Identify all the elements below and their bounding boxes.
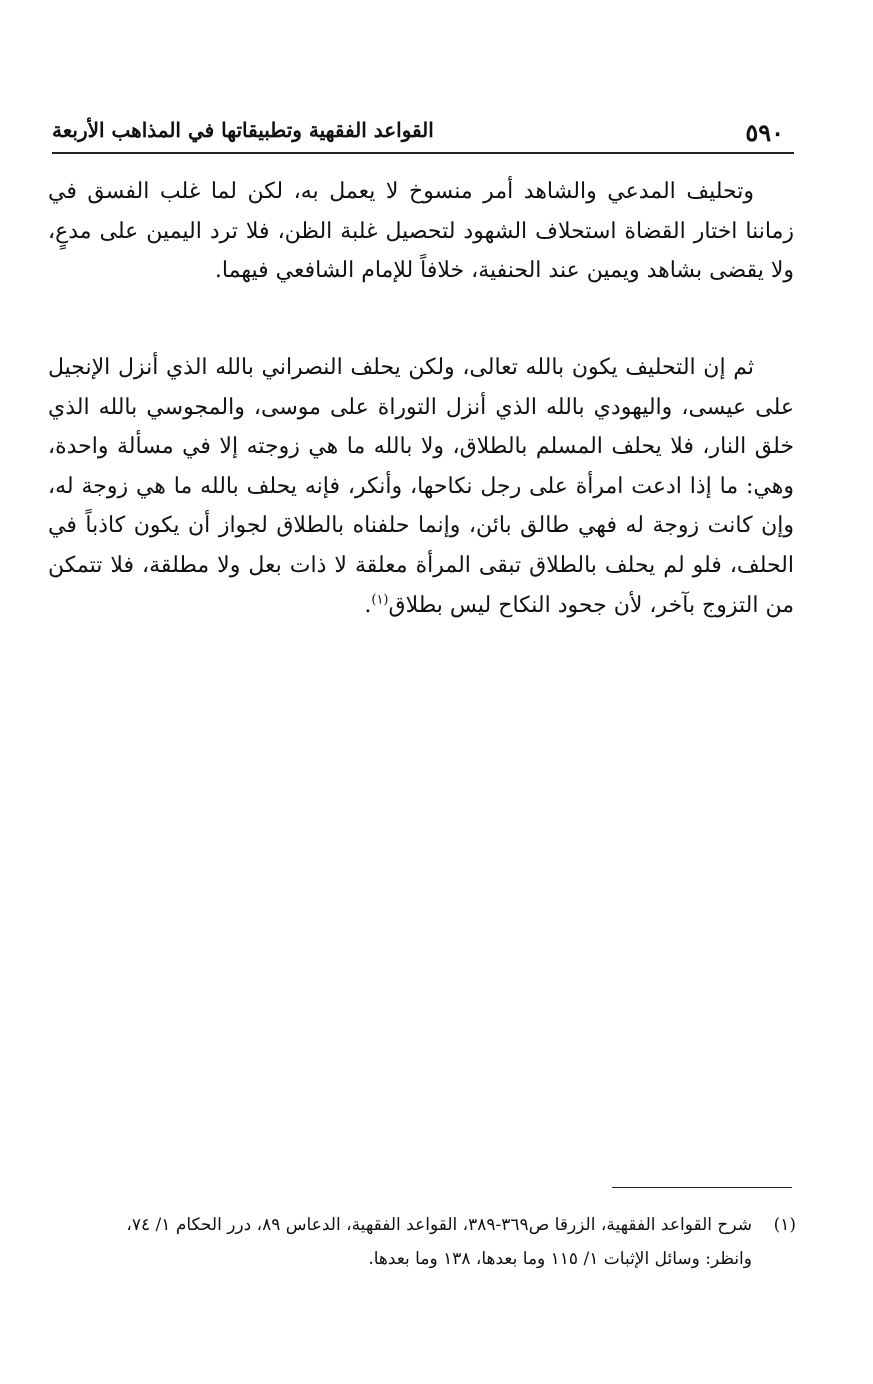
paragraph-2-end-mark: .	[364, 592, 372, 618]
page-number: ٥٩٠	[745, 118, 784, 147]
footnote-marker: (١)	[773, 1215, 796, 1235]
footnote-line-2: وانظر: وسائل الإثبات ١/ ١١٥ وما بعدها، ١٣٨ وما بعدها.	[368, 1249, 752, 1269]
footnotes-section	[44, 1208, 796, 1276]
paragraph-2-container	[48, 348, 794, 625]
paragraph-2-text: ثم إن التحليف يكون بالله تعالى، ولكن يحلف النصراني بالله الذي أنزل الإنجيل على عيسى، واليهودي بالله الذي أنزل التوراة على موسى، والمجوسي بالله الذي خلق النار، فلا يحلف المسلم بالطلاق، ولا بالله ما هي زوجته إلا في مسألة واحدة، وهي: ما إذا ادعت امرأة على رجل نكاحها، وأنكر، فإنه يحلف بالله ما هي زوجة له، وإن كانت زوجة له فهي طالق بائن، وإنما حلفناه بالطلاق لجواز أن يكون كاذباً في الحلف، فلو لم يحلف بالطلاق تبقى المرأة معلقة لا ذات بعل ولا مطلقة، فلا تتمكن من التزوج بآخر، لأن جحود النكاح ليس بطلاق	[48, 355, 794, 618]
footnote-line-1: شرح القواعد الفقهية، الزرقا ص٣٦٩-٣٨٩، القواعد الفقهية، الدعاس ٨٩، درر الحكام ١/ ٧٤،	[126, 1215, 752, 1235]
header-divider	[52, 152, 794, 154]
footnote-1	[44, 1208, 796, 1276]
footnote-reference[interactable]: (١)	[371, 592, 389, 608]
running-head	[52, 112, 794, 152]
running-title: القواعد الفقهية وتطبيقاتها في المذاهب الأربعة	[52, 118, 434, 142]
footnote-divider	[612, 1187, 792, 1188]
paragraph-1-text: وتحليف المدعي والشاهد أمر منسوخ لا يعمل به، لكن لما غلب الفسق في زماننا اختار القضاة استحلاف الشهود لتحصيل غلبة الظن، فلا ترد اليمين على مدعٍ، ولا يقضى بشاهد ويمين عند الحنفية، خلافاً للإمام الشافعي فيهما.	[48, 179, 794, 284]
paragraph-1	[48, 172, 794, 291]
paragraph-2	[48, 348, 794, 625]
